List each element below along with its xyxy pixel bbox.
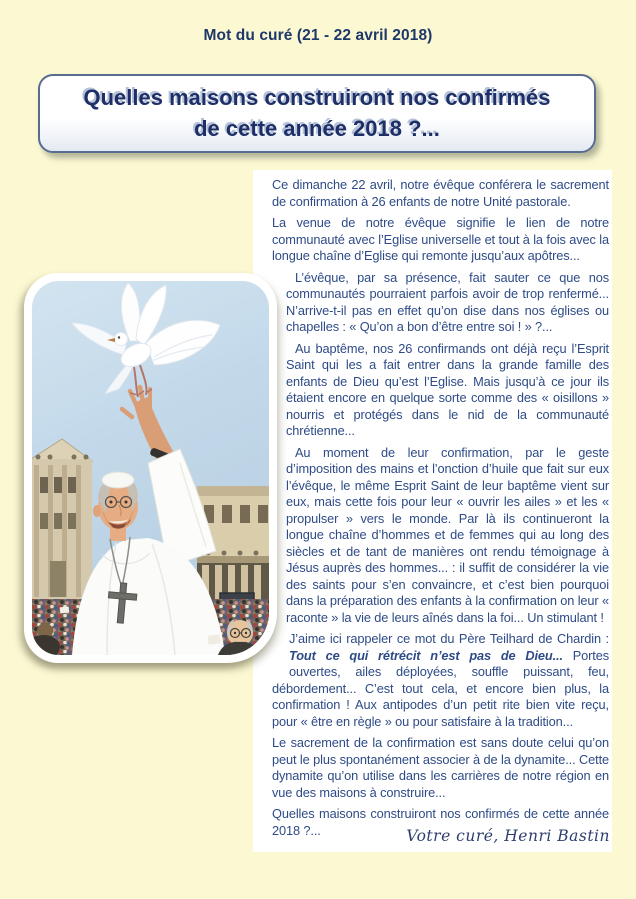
quote-intro: J’aime ici rappeler ce mot du Père Teilhard de Chardin : — [289, 631, 609, 646]
paragraph-1: Ce dimanche 22 avril, notre évêque conférera le sacrement de confirmation à 26 enfants de notre Unité pastorale. — [272, 177, 609, 209]
signature: Votre curé, Henri Bastin — [406, 827, 610, 845]
page-title: Mot du curé (21 - 22 avril 2018) — [203, 27, 433, 44]
zucchetto-cap — [102, 472, 134, 488]
paragraph-4: Au baptême, nos 26 confirmands ont déjà reçu l’Esprit Saint qui les a fait entrer dans la grande famille des enfants de Dieu qu’est l’Eglise. Mais jusqu’à ce jour ils étaient encore en quelque sorte comme des « oisillons » nourris et protégés dans le nid de la communauté chrétienne... — [286, 340, 609, 438]
paragraph-7: Le sacrement de la confirmation est sans doute celui qu’on peut le plus spontanément associer à de la dynamite... Cette dynamite qu’on utilise dans les carrières de notre région en vue des maisons à construire... — [272, 735, 609, 800]
headline-line-2: de cette année 2018 ?... — [194, 116, 440, 141]
quote-outro: Portes ouvertes, ailes déployées, souffle puissant, feu, débordement... C’est tout cela, et encore bien plus, la confirmation ! Aux antipodes d’un petit rite bien vite reçu, pour « être en règle » ou pour satisfaire à la tradition... — [272, 647, 609, 729]
headline-banner — [38, 74, 596, 153]
pope-dove-illustration — [32, 281, 269, 655]
paragraph-2: La venue de notre évêque signifie le lien de notre communauté avec l’Eglise universelle et tout à la fois avec la longue chaîne d’Eglise qui remonte jusqu’aux apôtres... — [272, 215, 609, 263]
paragraph-8: Quelles maisons construiront nos confirmés de cette année 2018 ?... — [272, 806, 609, 838]
article-body — [253, 170, 612, 852]
basilica-facade-left — [32, 439, 92, 605]
paragraph-6-quote — [272, 631, 609, 730]
photo-wrap-spacer — [272, 631, 289, 665]
paragraph-5: Au moment de leur confirmation, par le geste d’imposition des mains et l’onction d’huile que fait sur eux l’évêque, le même Esprit Saint de leur baptême vient sur eux, mais cette fois pour leur « ouvrir les ailes » et les « propulser » vers le monde. Par là ils continueront la longue chaîne d’hommes et de femmes qui au long des siècles et de tant de manières ont rendu témoignage à Jésus auprès des hommes... : il suffit de considérer la vie des saints pour s’en convaincre, et c’est bien pourquoi dans la préparation des enfants à la confirmation on leur « raconte » la vie de leurs aînés dans la foi... Un stimulant ! — [286, 444, 610, 625]
paragraph-3: L’évêque, par sa présence, fait sauter ce que nos communautés pourraient parfois avoir de trop renfermé... N’arrive-t-il pas en effet qu’on dise dans nos églises ou chapelles : « Qu’on a bon d’être entre soi ! » ?... — [286, 269, 609, 334]
pope-dove-photo — [24, 273, 277, 663]
headline-line-1: Quelles maisons construiront nos confirmés — [83, 85, 551, 110]
quote-emphasis: Tout ce qui rétrécit n’est pas de Dieu... — [289, 647, 563, 663]
